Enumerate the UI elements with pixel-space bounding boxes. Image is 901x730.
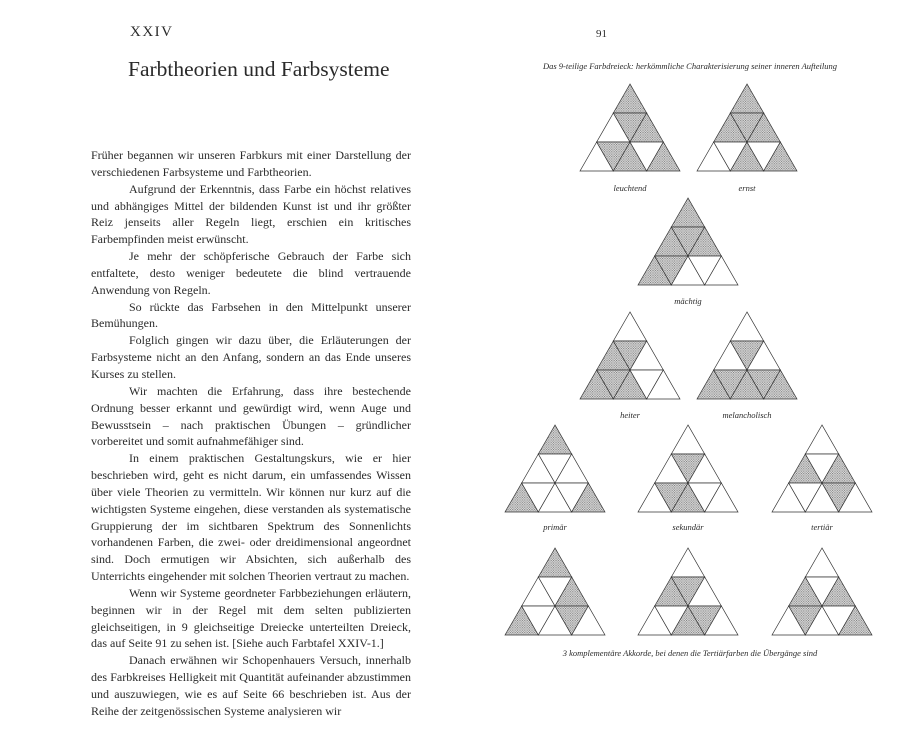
shaded-triangle-cell [538,548,571,577]
body-text [91,147,411,720]
shaded-triangle-cell [613,84,646,113]
triangle-cell [730,312,763,341]
triangle-diagram [505,548,605,635]
triangle-label: melancholisch [722,410,772,420]
paragraph: Früher begannen wir unseren Farbkurs mit einer Darstellung der verschiedenen Farbsysteme und Farbtheorien. [91,148,411,179]
triangle-diagram [697,312,797,399]
triangle-diagram [580,84,680,171]
bottom-caption: 3 komplementäre Akkorde, bei denen die Tertiärfarben die Übergänge sind [562,648,818,658]
triangle-diagram [772,425,872,512]
paragraph: Wenn wir Systeme geordneter Farbbeziehungen erläutern, beginnen wir in der Regel mit dem selten publizierten gleichseitigen, in 9 gleichseitige Dreiecke unterteilten Dreieck, das auf Seite 91 zu sehen ist. [Siehe auch Farbtafel XXIV-1.] [91,585,411,651]
triangle-label: sekundär [672,522,704,532]
chapter-title: Farbtheorien und Farbsysteme [128,57,390,81]
triangle-diagram [638,548,738,635]
paragraph: Je mehr der schöpferische Gebrauch der Farbe sich entfaltete, desto weniger bedeutete die blind vertrauende Anwendung von Regeln. [91,249,411,297]
triangle-label: primär [543,522,567,532]
shaded-triangle-cell [671,198,704,227]
chapter-number: XXIV [130,24,174,40]
triangle-cell [805,548,838,577]
triangle-diagram [505,425,605,512]
paragraph: So rückte das Farbsehen in den Mittelpunkt unserer Bemühungen. [91,299,411,331]
triangle-label: leuchtend [613,183,647,193]
shaded-triangle-cell [730,84,763,113]
triangle-cell [671,548,704,577]
figure-caption: Das 9-teilige Farbdreieck: herkömmliche Charakterisierung seiner inneren Aufteilung [542,61,838,71]
triangle-diagram [772,548,872,635]
triangle-label: heiter [620,410,640,420]
paragraph: Wir machten die Erfahrung, dass ihre bestechende Ordnung besser erkannt und gewürdigt wird, wenn Auge und Bewusstsein – nach praktischen Übungen – gründlicher vorbereitet und somit aufnahmefähiger sind. [91,383,411,449]
triangle-diagram [697,84,797,171]
triangle-diagram [580,312,680,399]
triangle-cell [671,425,704,454]
triangle-diagram [638,425,738,512]
paragraph: Folglich gingen wir dazu über, die Erläuterungen der Farbsysteme nicht an den Anfang, sondern an das Ende unseres Kurses zu stellen. [91,333,411,381]
triangle-label: ernst [738,183,756,193]
triangle-diagram [638,198,738,285]
page-number: 91 [596,28,607,40]
triangle-label: mächtig [674,296,702,306]
shaded-triangle-cell [538,425,571,454]
triangle-cell [805,425,838,454]
paragraph: Danach erwähnen wir Schopenhauers Versuch, innerhalb des Farbkreises Helligkeit mit Quantität aufeinander abzustimmen und auszuwiegen, wie es auf Seite 66 beschrieben ist. Aus der Reihe der zeitgenössischen Systeme analysieren wir [91,653,411,718]
triangle-label: tertiär [811,522,833,532]
paragraph: In einem praktischen Gestaltungskurs, wie er hier beschrieben wird, geht es nicht darum, ein umfassendes Wissen über viele Theorien zu vermitteln. Wir können nur kurz auf die wichtigsten Systeme eingehen, diese verstanden als systematische Gruppierung der im sichtbaren Spektrum des Sonnenlichts vorhandenen Farben, die zwei- oder dreidimensional angeordnet sind. Doch ermutigen wir Absichten, sich außerhalb des Unterrichts eingehender mit solchen Theorien vertraut zu machen. [91,451,411,584]
paragraph: Aufgrund der Erkenntnis, dass Farbe ein höchst relatives und abhängiges Mittel der bildenden Kunst ist und ihr größter Reiz jenseits aller Regeln liegt, erschien ein kritisches Farbempfinden meist erwünscht. [91,181,411,247]
triangle-cell [613,312,646,341]
